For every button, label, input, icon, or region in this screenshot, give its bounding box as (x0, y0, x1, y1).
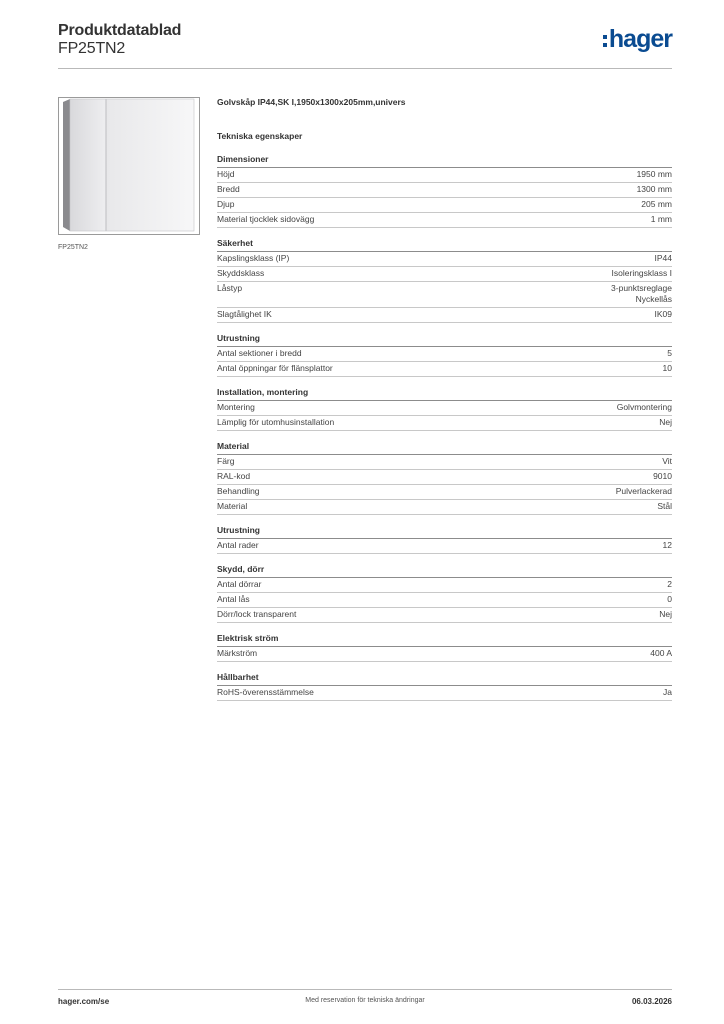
spec-label: Material (217, 501, 248, 511)
spec-group-title: Material (217, 440, 672, 455)
spec-value (637, 184, 672, 195)
spec-group (217, 237, 672, 323)
spec-value (617, 402, 672, 413)
spec-value (659, 609, 672, 620)
spec-group (217, 386, 672, 431)
spec-value-line: 400 A (650, 648, 672, 658)
spec-label: Skyddsklass (217, 268, 265, 278)
spec-row (217, 593, 672, 608)
spec-group-title: Utrustning (217, 524, 672, 539)
spec-value-line: Golvmontering (616, 402, 672, 412)
spec-value (667, 594, 672, 605)
product-image (58, 97, 200, 235)
spec-value (651, 214, 672, 225)
spec-group (217, 632, 672, 662)
spec-value-line: 205 mm (641, 199, 672, 209)
enclosure-icon (59, 98, 199, 234)
spec-row (217, 647, 672, 662)
spec-value (641, 199, 672, 210)
spec-label: Antal lås (217, 594, 250, 604)
spec-value-line: 10 (662, 363, 672, 373)
spec-value (655, 309, 673, 320)
spec-group-title: Dimensioner (217, 153, 672, 168)
spec-group-title: Skydd, dörr (217, 563, 672, 578)
spec-label: Antal sektioner i bredd (217, 348, 302, 358)
hager-logo (603, 26, 672, 52)
spec-value (637, 169, 672, 180)
spec-value-line: Nyckellås (635, 294, 672, 304)
spec-row (217, 213, 672, 228)
spec-value (650, 648, 672, 659)
spec-group-title: Hållbarhet (217, 671, 672, 686)
spec-label: Djup (217, 199, 235, 209)
spec-row (217, 416, 672, 431)
spec-value (612, 268, 672, 279)
spec-label: Antal rader (217, 540, 259, 550)
spec-group (217, 563, 672, 623)
spec-row (217, 308, 672, 323)
page-footer (58, 997, 672, 1009)
spec-value-line: Nej (659, 417, 672, 427)
spec-row (217, 485, 672, 500)
spec-value-line: 1950 mm (636, 169, 672, 179)
document-title: Produktdatablad (58, 22, 182, 39)
spec-row (217, 686, 672, 701)
product-code: FP25TN2 (58, 40, 126, 57)
spec-row (217, 455, 672, 470)
spec-value (616, 486, 672, 497)
spec-label: Behandling (217, 486, 260, 496)
spec-value-line: 9010 (653, 471, 672, 481)
spec-row (217, 470, 672, 485)
spec-label: Material tjocklek sidovägg (217, 214, 315, 224)
spec-row (217, 252, 672, 267)
spec-label: Slagtålighet IK (217, 309, 272, 319)
spec-row (217, 608, 672, 623)
spec-row (217, 578, 672, 593)
spec-row (217, 168, 672, 183)
spec-label: Lämplig för utomhusinstallation (217, 417, 335, 427)
spec-row (217, 347, 672, 362)
specs-heading: Tekniska egenskaper (217, 131, 303, 141)
spec-label: Antal öppningar för flänsplattor (217, 363, 333, 373)
spec-row (217, 500, 672, 515)
spec-label: Dörr/lock transparent (217, 609, 297, 619)
logo-text: hager (608, 25, 672, 53)
spec-value (663, 363, 672, 374)
logo-colon-icon (603, 35, 607, 47)
spec-value-line: 12 (662, 540, 672, 550)
spec-group-title: Elektrisk ström (217, 632, 672, 647)
spec-label: RoHS-överensstämmelse (217, 687, 314, 697)
spec-value (667, 579, 672, 590)
footer-divider (58, 989, 672, 990)
spec-value-line: Pulverlackerad (615, 486, 672, 496)
spec-label: Antal dörrar (217, 579, 262, 589)
spec-value-line: IK09 (654, 309, 672, 319)
spec-value-line: 2 (667, 579, 672, 589)
spec-groups (217, 153, 672, 701)
product-description: Golvskåp IP44,SK I,1950x1300x205mm,univers (217, 97, 406, 107)
footer-date: 06.03.2026 (631, 997, 672, 1006)
spec-row (217, 183, 672, 198)
spec-value (653, 471, 672, 482)
spec-value (663, 687, 672, 698)
spec-row (217, 539, 672, 554)
spec-value-line: Nej (659, 609, 672, 619)
spec-value (659, 417, 672, 428)
spec-group (217, 524, 672, 554)
spec-value-line: 0 (667, 594, 672, 604)
spec-value-line: Ja (663, 687, 672, 697)
spec-value (657, 501, 672, 512)
spec-value-line: Vit (662, 456, 672, 466)
spec-group-title: Säkerhet (217, 237, 672, 252)
spec-value-line: 1300 mm (636, 184, 672, 194)
spec-row (217, 362, 672, 377)
spec-value-line: 3-punktsreglage (611, 283, 672, 293)
spec-label: Färg (217, 456, 235, 466)
spec-value-line: Isoleringsklass I (611, 268, 672, 278)
spec-group (217, 332, 672, 377)
spec-value-line: Stål (657, 501, 672, 511)
footer-notice: Med reservation för tekniska ändringar (305, 997, 425, 1004)
spec-group-title: Installation, montering (217, 386, 672, 401)
spec-value (662, 456, 672, 467)
header-divider (58, 68, 672, 69)
spec-row (217, 198, 672, 213)
spec-value-line: 5 (667, 348, 672, 358)
spec-label: Märkström (217, 648, 258, 658)
page-header (58, 20, 672, 70)
spec-label: Bredd (217, 184, 240, 194)
spec-label: Höjd (217, 169, 235, 179)
spec-group (217, 671, 672, 701)
image-caption: FP25TN2 (58, 244, 88, 251)
spec-label: Kapslingsklass (IP) (217, 253, 290, 263)
spec-value-line: 1 mm (650, 214, 672, 224)
spec-label: Montering (217, 402, 255, 412)
footer-website[interactable]: hager.com/se (58, 997, 110, 1006)
spec-row (217, 401, 672, 416)
spec-group-title: Utrustning (217, 332, 672, 347)
spec-group (217, 440, 672, 515)
spec-row (217, 267, 672, 282)
spec-value-line: IP44 (654, 253, 672, 263)
spec-value (655, 253, 673, 264)
spec-label: Låstyp (217, 283, 243, 293)
spec-group (217, 153, 672, 228)
spec-value (667, 348, 672, 359)
spec-value (611, 283, 672, 305)
spec-value (663, 540, 672, 551)
spec-label: RAL-kod (217, 471, 251, 481)
spec-row (217, 282, 672, 308)
product-specs (217, 96, 672, 701)
